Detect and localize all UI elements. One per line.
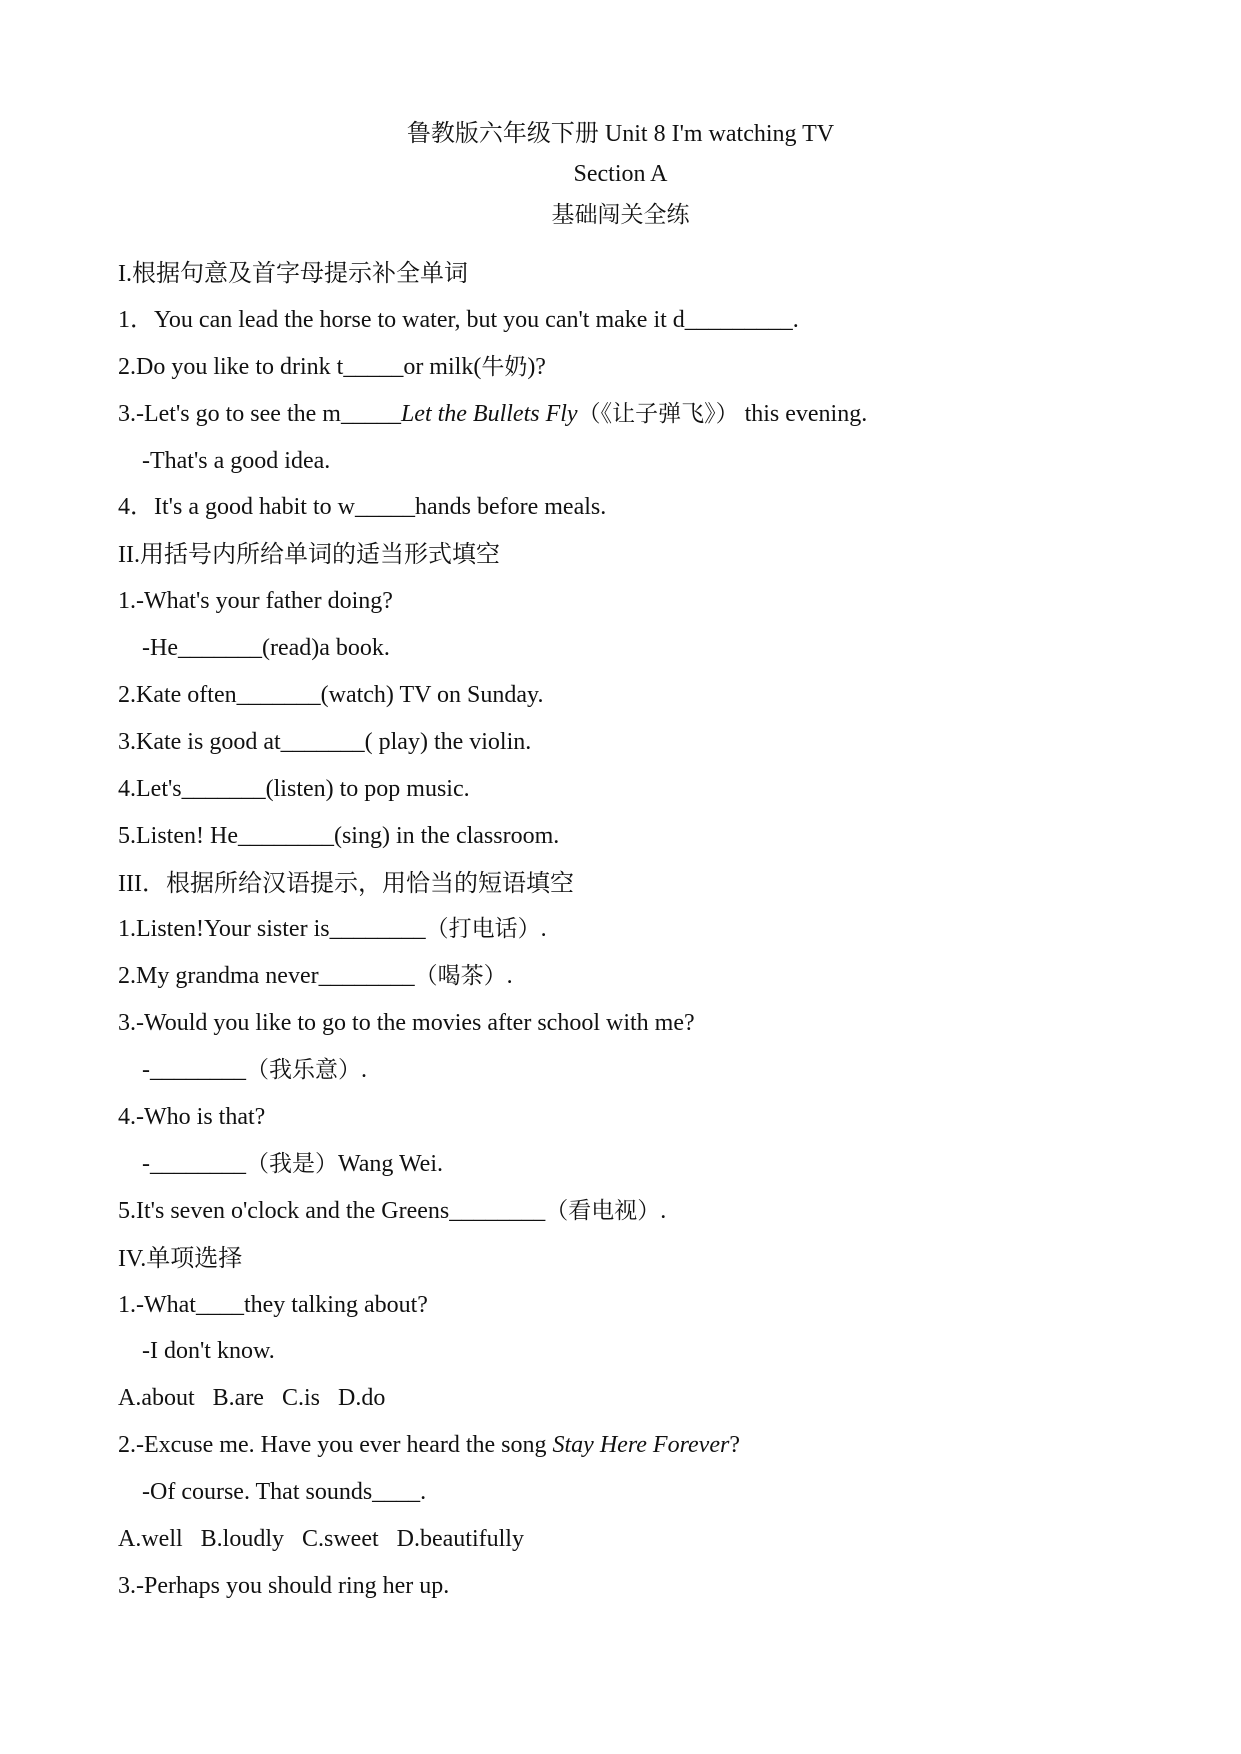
- part3-q3-reply-hint: （我乐意）: [246, 1057, 361, 1084]
- part4-q1-options: [118, 1375, 1138, 1422]
- part3-q3-reply-blank: -________: [142, 1057, 246, 1084]
- part3-q2-end: .: [506, 963, 513, 990]
- part3-q5-text: 5.It's seven o'clock and the Greens________: [118, 1197, 546, 1224]
- part3-q4-reply-hint: （我是）: [246, 1150, 338, 1177]
- section-label: Section A: [573, 161, 668, 187]
- option-d: D.beautifully: [396, 1526, 524, 1553]
- option-d: D.do: [337, 1385, 386, 1412]
- part1-q3-film: Let the Bullets Fly: [400, 400, 578, 427]
- part1-q2-end: )?: [527, 353, 546, 380]
- part2-heading: [118, 531, 1138, 578]
- part2-q2: 2.Kate often_______(watch) TV on Sunday.: [118, 682, 544, 709]
- page-subtitle: 基础闯关全练: [551, 202, 690, 228]
- part1-q4: 4．It's a good habit to w_____hands before meals.: [118, 494, 607, 521]
- page-title: [0, 110, 1241, 157]
- part3-number: III．: [118, 870, 166, 897]
- part4-number: IV.: [118, 1245, 147, 1272]
- part2-q5: 5.Listen! He________(sing) in the classroom.: [118, 822, 560, 849]
- part3-q4: 4.-Who is that?: [118, 1104, 266, 1131]
- part2-number: II.: [118, 542, 140, 569]
- part3-title: 根据所给汉语提示，用恰当的短语填空: [165, 868, 574, 897]
- part3-q3-reply: [118, 1047, 1138, 1094]
- part1-q3-text: 3.-Let's go to see the m_____: [118, 400, 401, 427]
- part1-heading: [118, 250, 1138, 297]
- part3-q2: [118, 953, 1138, 1000]
- part1-number: I.: [118, 261, 132, 287]
- option-a: A.well: [118, 1526, 183, 1553]
- part3-q5-hint: （看电视）: [545, 1197, 661, 1224]
- part3-q4-reply-blank: -________: [142, 1150, 246, 1177]
- part4-heading: [118, 1235, 1138, 1282]
- part1-q2-hint: 牛奶: [481, 353, 528, 380]
- part1-q2: [118, 344, 1138, 391]
- part4-q1: 1.-What____they talking about?: [118, 1291, 428, 1318]
- part3-q4-reply: [118, 1141, 1138, 1188]
- title-en: Unit 8 I'm watching TV: [604, 121, 835, 147]
- part3-q2-text: 2.My grandma never________: [118, 963, 415, 990]
- option-b: B.loudly: [200, 1526, 284, 1553]
- part3-q2-hint: （喝茶）: [414, 963, 507, 990]
- part3-q3: 3.-Would you like to go to the movies after school with me?: [118, 1010, 695, 1037]
- part4-q2-end: ?: [729, 1432, 740, 1459]
- option-c: C.sweet: [302, 1526, 379, 1553]
- part4-title: 单项选择: [146, 1243, 243, 1272]
- worksheet-content: [118, 250, 1138, 1610]
- title-cn: 鲁教版六年级下册: [406, 119, 599, 147]
- part3-q1-text: 1.Listen!Your sister is________: [118, 916, 426, 943]
- part4-q2-song: Stay Here Forever: [552, 1432, 730, 1459]
- option-c: C.is: [281, 1385, 320, 1412]
- part2-q4: 4.Let's_______(listen) to pop music.: [118, 775, 470, 802]
- part1-q3-reply: -That's a good idea.: [142, 447, 331, 474]
- part3-q3-reply-end: .: [361, 1057, 367, 1084]
- part3-q1-end: .: [540, 916, 547, 943]
- part4-q2-options: [118, 1516, 1138, 1563]
- part4-q2-text: 2.-Excuse me. Have you ever heard the song: [118, 1432, 553, 1459]
- part4-q2: [118, 1422, 1138, 1469]
- part4-q3: 3.-Perhaps you should ring her up.: [118, 1572, 450, 1599]
- part2-q1-reply: -He_______(read)a book.: [142, 635, 390, 662]
- part4-q2-reply: -Of course. That sounds____.: [142, 1479, 427, 1506]
- title-block: [0, 110, 1241, 239]
- part3-q1-hint: （打电话）: [425, 916, 541, 943]
- part3-q5-end: .: [660, 1197, 667, 1224]
- part1-q3-end: this evening.: [738, 400, 868, 427]
- part3-heading: [118, 860, 1138, 907]
- part2-q3: 3.Kate is good at_______( play) the violin.: [118, 728, 532, 755]
- part4-q1-reply: -I don't know.: [142, 1338, 275, 1365]
- part2-title: 用括号内所给单词的适当形式填空: [139, 540, 500, 569]
- part1-q2-text: 2.Do you like to drink t_____or milk(: [118, 353, 482, 380]
- part1-title: 根据句意及首字母提示补全单词: [132, 259, 468, 287]
- part2-q1: 1.-What's your father doing?: [118, 588, 393, 615]
- part3-q5: [118, 1188, 1138, 1235]
- part3-q1: [118, 906, 1138, 953]
- option-b: B.are: [212, 1385, 264, 1412]
- part3-q4-reply-end: Wang Wei.: [338, 1150, 443, 1177]
- part1-q1: 1．You can lead the horse to water, but you can't make it d_________.: [118, 306, 799, 333]
- part1-q3-hint: （《让子弹飞》）: [577, 400, 739, 427]
- option-a: A.about: [118, 1385, 195, 1412]
- part1-q3: [118, 391, 1138, 438]
